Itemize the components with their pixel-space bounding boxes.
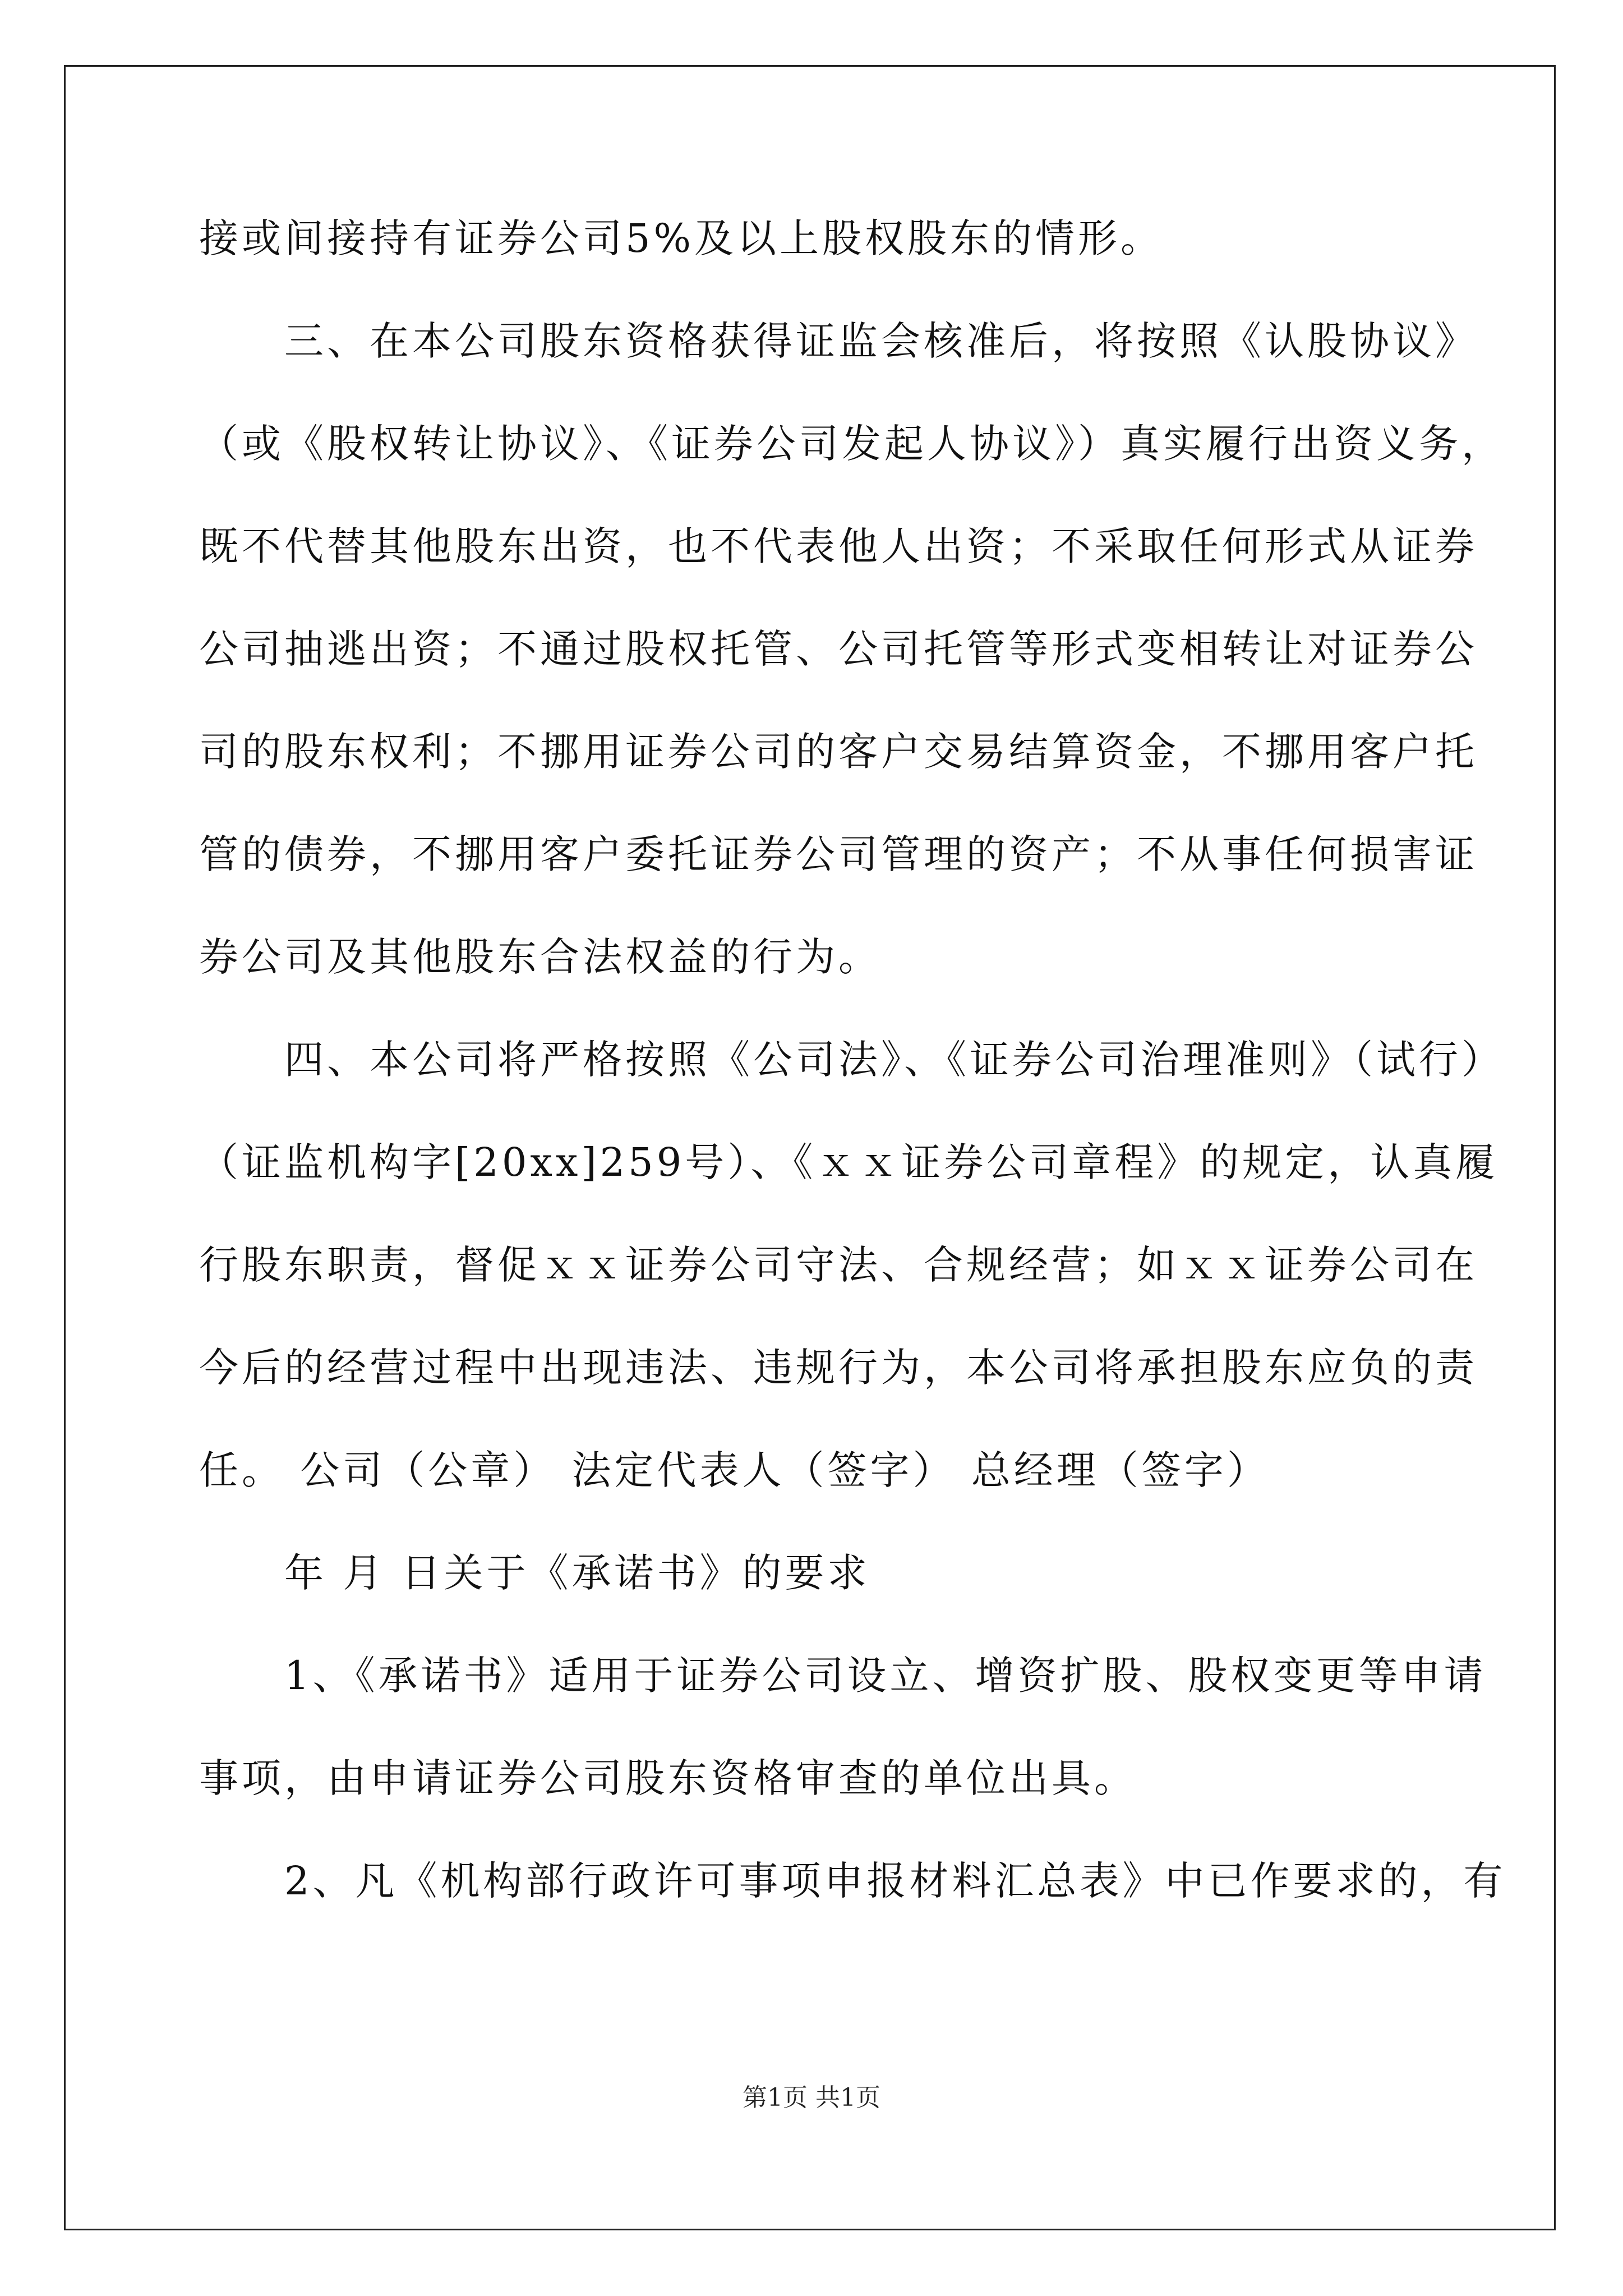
- body-text-line: （证监机构字[20xx]259号）、《ｘｘ证券公司章程》的规定，认真履: [199, 1139, 1498, 1185]
- body-text-line: （或《股权转让协议》、《证券公司发起人协议》）真实履行出资义务，: [199, 421, 1504, 467]
- page-number-footer: 第1页 共1页: [743, 2083, 880, 2112]
- body-text-line: 年 月 日关于《承诺书》的要求: [199, 1550, 870, 1596]
- body-text-line: 公司抽逃出资；不通过股权托管、公司托管等形式变相转让对证券公: [199, 626, 1478, 672]
- body-text-line: 接或间接持有证券公司5%及以上股权股东的情形。: [199, 215, 1164, 261]
- body-text-line: 2、凡《机构部行政许可事项申报材料汇总表》中已作要求的，有: [199, 1858, 1506, 1904]
- body-text-line: 三、在本公司股东资格获得证监会核准后，将按照《认股协议》: [199, 318, 1478, 364]
- body-text-line: 事项，由申请证券公司股东资格审查的单位出具。: [199, 1755, 1137, 1801]
- body-text-line: 券公司及其他股东合法权益的行为。: [199, 934, 881, 980]
- body-text-line: 司的股东权利；不挪用证券公司的客户交易结算资金，不挪用客户托: [199, 729, 1478, 775]
- body-text-line: 今后的经营过程中出现违法、违规行为，本公司将承担股东应负的责: [199, 1345, 1478, 1391]
- body-text-line: 任。 公司（公章） 法定代表人（签字） 总经理（签字）: [199, 1447, 1270, 1493]
- body-text-line: 行股东职责，督促ｘｘ证券公司守法、合规经营；如ｘｘ证券公司在: [199, 1242, 1478, 1288]
- body-text-line: 管的债券，不挪用客户委托证券公司管理的资产；不从事任何损害证: [199, 831, 1478, 877]
- body-text-line: 既不代替其他股东出资，也不代表他人出资；不采取任何形式从证券: [199, 523, 1478, 569]
- body-text-line: 1、《承诺书》适用于证券公司设立、增资扩股、股权变更等申请: [199, 1653, 1487, 1699]
- body-text-line: 四、本公司将严格按照《公司法》、《证券公司治理准则》（试行）: [199, 1037, 1504, 1083]
